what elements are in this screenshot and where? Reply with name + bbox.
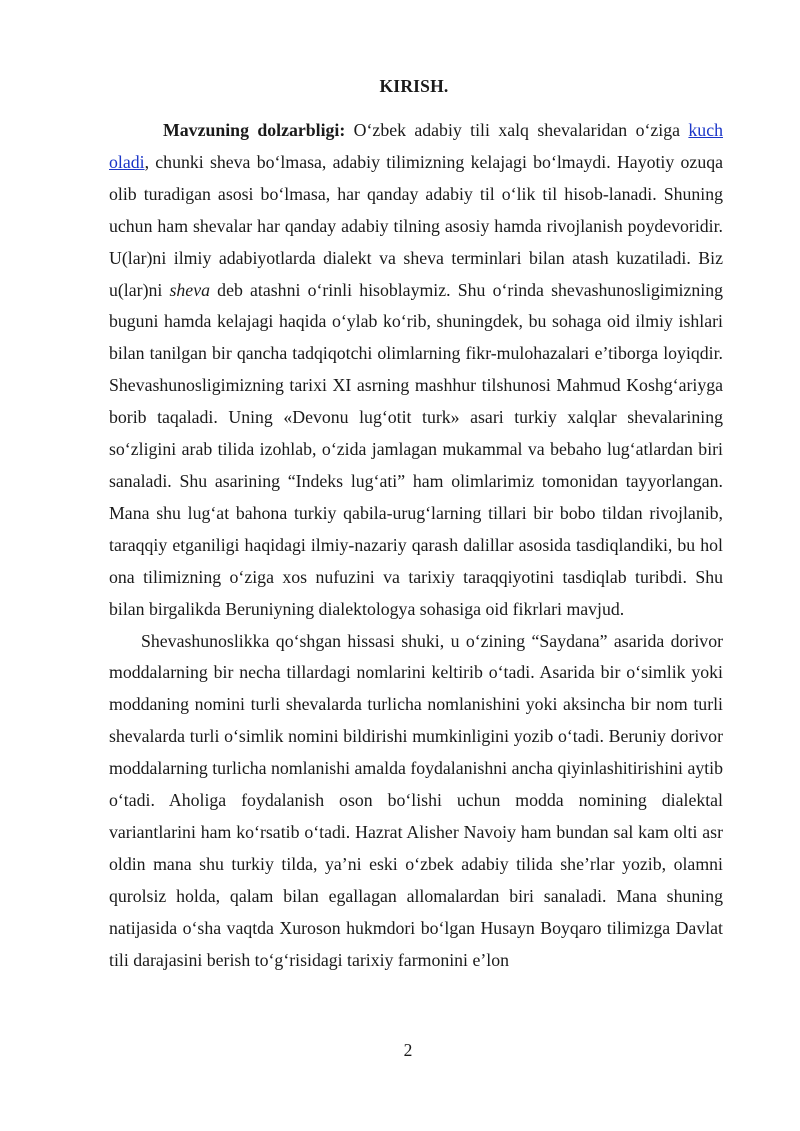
paragraph-lead-bold: Mavzuning dolzarbligi: <box>163 120 346 140</box>
hyperlink-kuch-oladi[interactable]: kuch oladi <box>109 120 723 172</box>
italic-term-sheva: sheva <box>169 279 210 300</box>
section-heading: KIRISH. <box>379 76 449 96</box>
paragraph-text: , chunki sheva bo‘lmasa, adabiy tilimizning kelajagi bo‘lmaydi. Hayotiy ozuqa olib turadigan asosi bo‘lmasa, har qanday adabiy til o‘lik til hisob-lanadi. Shuning uchun ham shevalar har qanday adabiy tilning asosiy hamda rivojlanish poydevoridir. U(lar)ni ilmiy adabiyotlarda dialekt va sheva terminlari bilan atash kuzatiladi. Biz u(lar)ni <box>109 151 723 300</box>
paragraph-text: deb atashni o‘rinli hisoblaymiz. Shu o‘rinda shevashunosligimizning buguni hamda kelajagi haqida o‘ylab ko‘rib, shuningdek, bu sohaga oid ilmiy ishlari bilan tanilgan bir qancha tadqiqotchi olimlarning fikr-mulohazalari e’tiborga loyiqdir. Shevashunosligimizning tarixi XI asrning mashhur tilshunosi Mahmud Koshg‘ariyga borib taqaladi. Uning «Devonu lug‘otit turk» asari turkiy xalqlar shevalarining so‘zligini arab tilida izohlab, o‘zida jamlagan mukammal va bebaho lug‘atlardan biri sanaladi. Shu asarining “Indeks lug‘ati” ham olimlarimiz tomonidan tayyorlangan. Mana shu lug‘at bahona turkiy qabila-urug‘larning tillari bir bobo tildan rivojlanib, taraqqiy etganiligi haqidagi ilmiy-nazariy qarash dalillar asosida tasdiqlandiki, bu hol ona tilimizning o‘ziga xos nufuzini va tarixiy taraqqiyotini tasdiqlab turibdi. Shu bilan birgalikda Beruniyning dialektologya sohasiga oid fikrlari mavjud. <box>109 279 723 619</box>
page-number: 2 <box>403 1040 413 1060</box>
paragraph-text: O‘zbek adabiy tili xalq shevalaridan o‘ziga <box>345 120 689 140</box>
document-body <box>109 115 723 976</box>
paragraph-contribution: Shevashunoslikka qo‘shgan hissasi shuki, u o‘zining “Saydana” asarida dorivor moddalarning bir necha tillardagi nomlarini keltirib o‘tadi. Asarida bir o‘simlik yoki moddaning nomini turli shevalarda turlicha nomlanishini yoki aksincha bir nom turli shevalarda turli o‘simlik nomini bildirishi mumkinligini yozib o‘tadi. Beruniy dorivor moddalarning turlicha nomlanishi amalda foydalanishni ancha qiyinlashitirishini aytib o‘tadi. Aholiga foydalanish oson bo‘lishi uchun modda nomining dialektal variantlarini ham ko‘rsatib o‘tadi. Hazrat Alisher Navoiy ham bundan sal kam olti asr oldin mana shu turkiy tilda, ya’ni eski o‘zbek adabiy tilida she’rlar yozib, olamni qurolsiz holda, qalam bilan egallagan allomalardan biri sanaladi. Mana shuning natijasida o‘sha vaqtda Xuroson hukmdori bo‘lgan Husayn Boyqaro tilimizga Davlat tili darajasini berish to‘g‘risidagi tarixiy farmonini e’lon <box>109 630 723 970</box>
paragraph-relevance <box>109 115 723 626</box>
